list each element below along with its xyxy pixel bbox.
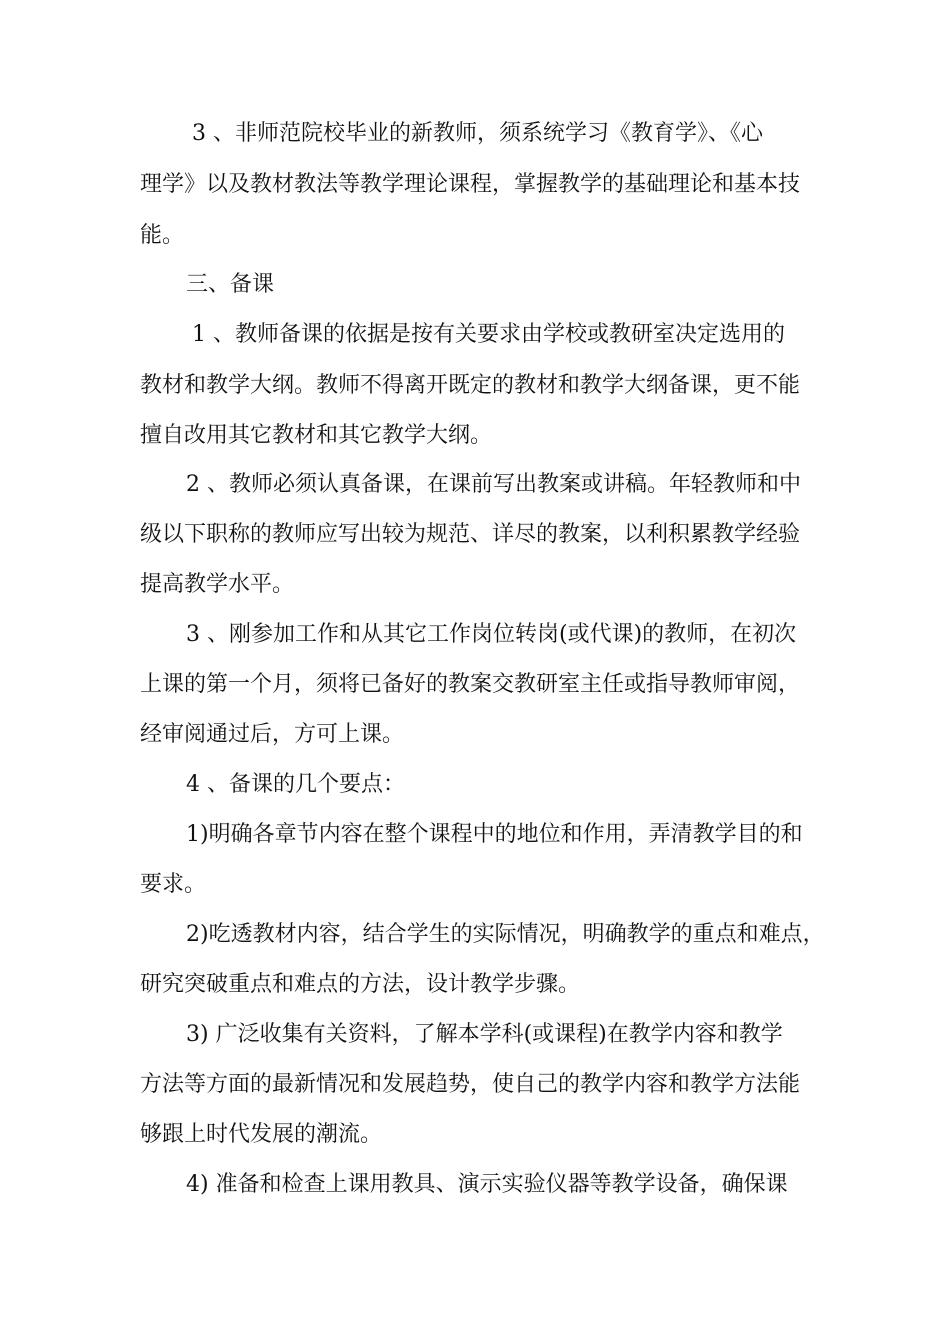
text-line-12: 上课的第一个月，须将已备好的教案交教研室主任或指导教师审阅，	[140, 672, 801, 697]
text-line-16: 要求。	[140, 872, 207, 897]
text-line-19: 3) 广泛收集有关资料，了解本学科(或课程)在教学内容和教学	[186, 1022, 783, 1047]
text-line-14: 4 、备课的几个要点：	[186, 772, 405, 797]
text-line-6: 教材和教学大纲。教师不得离开既定的教材和教学大纲备课，更不能	[140, 373, 801, 398]
text-line-7: 擅自改用其它教材和其它教学大纲。	[140, 423, 493, 448]
text-line-13: 经审阅通过后，方可上课。	[140, 722, 405, 747]
text-line-10: 提高教学水平。	[140, 572, 295, 597]
text-line-1: 3 、非师范院校毕业的新教师，须系统学习《教育学》、《心	[192, 121, 763, 146]
text-line-2: 理学》以及教材教法等教学理论课程，掌握教学的基础理论和基本技	[140, 172, 801, 197]
text-line-21: 够跟上时代发展的潮流。	[140, 1122, 383, 1147]
text-line-22: 4) 准备和检查上课用教具、演示实验仪器等教学设备，确保课	[186, 1172, 788, 1197]
text-line-15: 1)明确各章节内容在整个课程中的地位和作用，弄清教学目的和	[186, 822, 803, 847]
text-line-17: 2)吃透教材内容，结合学生的实际情况，明确教学的重点和难点，	[186, 922, 825, 947]
text-line-5: 1 、教师备课的依据是按有关要求由学校或教研室决定选用的	[192, 322, 785, 347]
text-line-3: 能。	[140, 223, 185, 248]
text-line-11: 3 、刚参加工作和从其它工作岗位转岗(或代课)的教师，在初次	[186, 622, 797, 647]
text-line-18: 研究突破重点和难点的方法，设计教学步骤。	[140, 972, 581, 997]
text-line-9: 级以下职称的教师应写出较为规范、详尽的教案，以利积累教学经验	[140, 522, 801, 547]
text-line-8: 2 、教师必须认真备课，在课前写出教案或讲稿。年轻教师和中	[186, 472, 801, 497]
section-heading: 三、备课	[186, 272, 275, 297]
text-line-20: 方法等方面的最新情况和发展趋势，使自己的教学内容和教学方法能	[140, 1072, 801, 1097]
